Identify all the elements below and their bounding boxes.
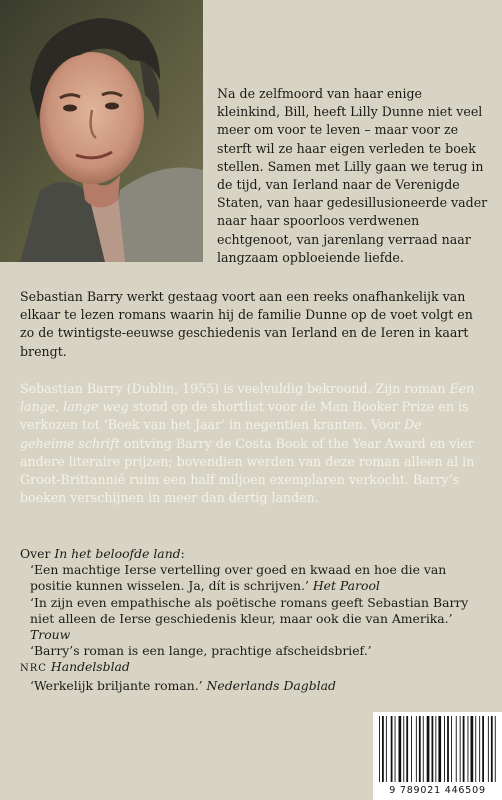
review-quote bbox=[20, 678, 480, 694]
review-quote-text: ‘Barry’s roman is een lange, prachtige afscheidsbrief.’ bbox=[30, 643, 372, 659]
blurb-continuation: Sebastian Barry werkt gestaag voort aan een reeks onafhankelijk van elkaar te lezen romans waarin hij de familie Dunne op de voet volgt en zo de twintigste-eeuwse geschiedenis van Ierland en de Ieren in kaart brengt. bbox=[20, 289, 473, 359]
isbn-barcode bbox=[373, 712, 502, 800]
review-heading bbox=[20, 546, 480, 562]
blurb-intro: Na de zelfmoord van haar enige kleinkind, Bill, heeft Lilly Dunne niet veel meer om voor te leven – maar voor ze sterft wil ze haar eigen verleden te boek stellen. Samen met Lilly gaan we terug in de tijd, van Ierland naar de Verenigde Staten, van haar gedesillusioneerde vader naar haar spoorloos verdwenen echtgenoot, van jarenlang verraad naar langzaam opbloeiende liefde. bbox=[217, 86, 488, 265]
bio-text-2: stond op de shortlist voor de Man Booker Prize en is verkozen tot ‘Boek van het Jaar’ in negentien kranten. Voor bbox=[20, 399, 469, 433]
bio-book-title-1: Een lange, lange weg bbox=[20, 381, 475, 415]
review-nrc-label: NRC bbox=[20, 663, 47, 675]
barcode-digits: 9 789021 446509 bbox=[389, 785, 486, 796]
review-section bbox=[20, 546, 480, 694]
review-quote-source: Het Parool bbox=[312, 578, 380, 594]
review-source-line bbox=[20, 659, 480, 677]
review-over-label: Over bbox=[20, 546, 55, 561]
bio-book-title-2: De geheime schrift bbox=[20, 417, 422, 451]
author-portrait-image bbox=[0, 0, 203, 262]
review-quote-text: ‘In zijn even empathische als poëtische romans geeft Sebastian Barry niet alleen de Ierse geschiedenis kleur, maar ook die van Amerika.’ bbox=[30, 594, 469, 626]
author-bio bbox=[20, 380, 480, 507]
review-quote-text: ‘Werkelijk briljante roman.’ bbox=[30, 677, 207, 693]
review-quote bbox=[20, 643, 480, 659]
review-book-title: In het beloofde land bbox=[54, 546, 181, 561]
review-quote-source: Nederlands Dagblad bbox=[206, 677, 336, 693]
bio-text-3: ontving Barry de Costa Book of the Year Award en vier andere literaire prijzen; bovendien werden van deze roman alleen al in Groot-Brittannië ruim een half miljoen exemplaren verkocht. Barry’s boeken verschijnen in meer dan dertig landen. bbox=[20, 435, 475, 506]
review-heading-colon: : bbox=[180, 546, 185, 561]
author-photo bbox=[0, 0, 203, 262]
bio-text-1: Sebastian Barry (Dublin, 1955) is veelvuldig bekroond. Zijn roman bbox=[20, 381, 450, 396]
barcode-bars bbox=[373, 716, 502, 788]
review-quote bbox=[20, 562, 480, 594]
review-quote bbox=[20, 595, 480, 644]
review-nrc-source: Handelsblad bbox=[50, 659, 130, 675]
review-quote-text: ‘Een machtige Ierse vertelling over goed en kwaad en hoe die van positie kunnen wisselen. Ja, dít is schrijven.’ bbox=[30, 562, 447, 594]
review-quote-source: Trouw bbox=[30, 627, 71, 643]
